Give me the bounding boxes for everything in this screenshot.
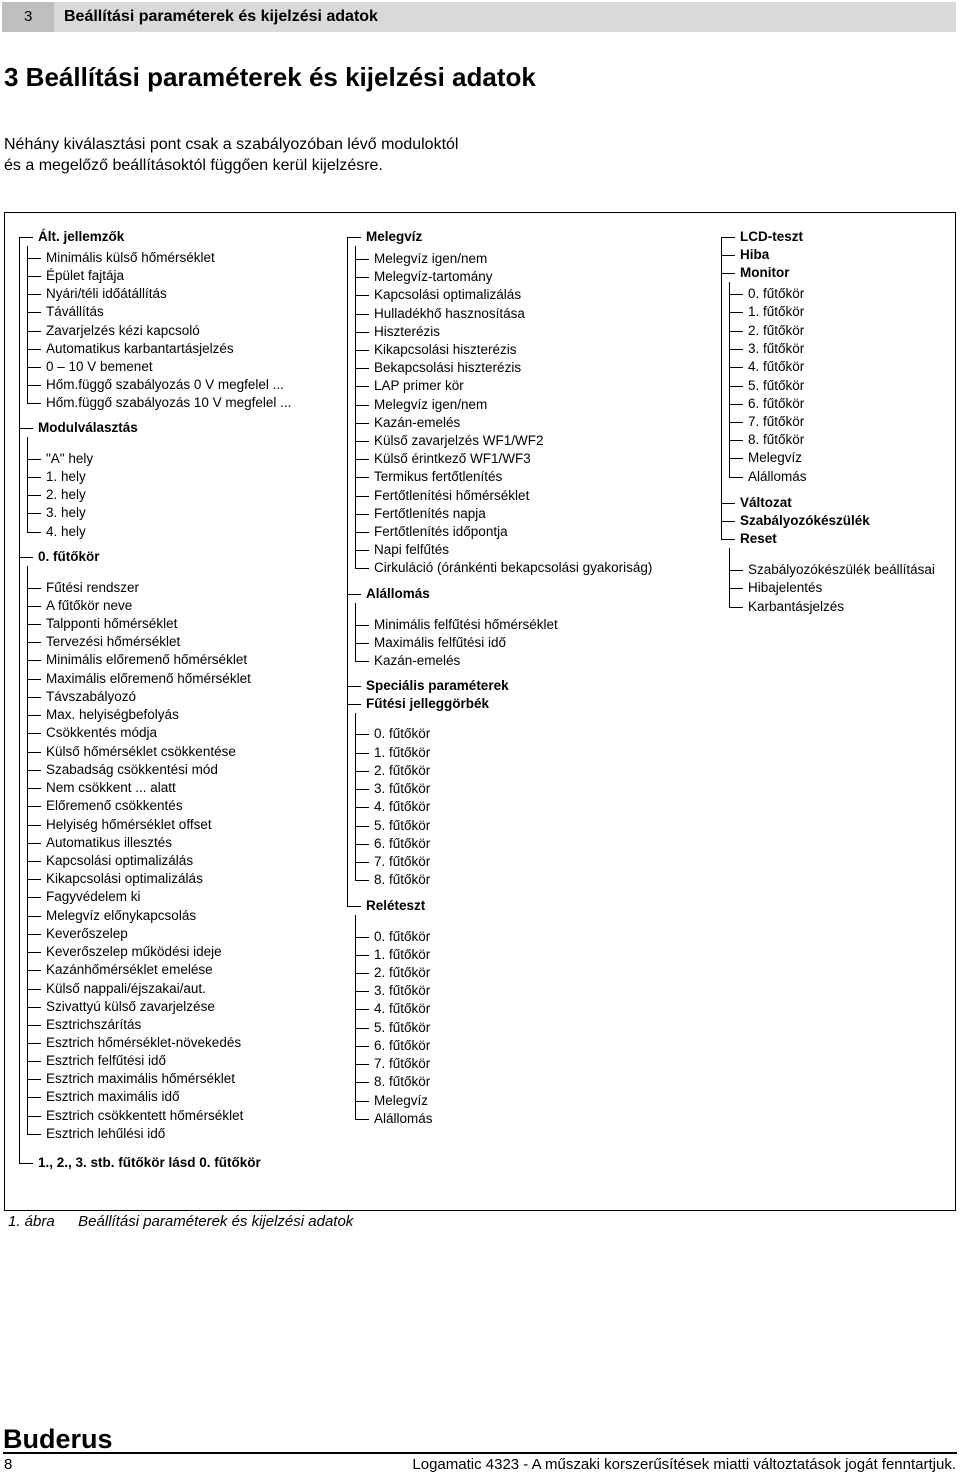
tree-connector: [27, 532, 41, 533]
tree-connector: [27, 752, 41, 753]
menu-item-label: Melegvíz-tartomány: [374, 269, 493, 284]
menu-item-label: Termikus fertőtlenítés: [374, 469, 502, 484]
menu-item-label: Esztrich lehűlési idő: [46, 1126, 165, 1141]
tree-trunk-line: [19, 237, 20, 1163]
tree-branch-line: [355, 713, 356, 880]
tree-connector: [27, 294, 41, 295]
tree-connector: [27, 733, 41, 734]
tree-connector: [27, 1134, 41, 1135]
tree-branch-line: [355, 915, 356, 1119]
tree-connector: [355, 423, 369, 424]
tree-connector: [355, 880, 369, 881]
menu-item-label: Hibajelentés: [748, 580, 822, 595]
tree-connector: [27, 934, 41, 935]
figure-caption-text: Beállítási paraméterek és kijelzési adatok: [78, 1213, 354, 1230]
tree-trunk-line: [721, 237, 722, 539]
menu-item-label: Kikapcsolási optimalizálás: [46, 871, 203, 886]
menu-item-label: 5. fűtőkör: [374, 1020, 430, 1035]
menu-item-label: Kikapcsolási hiszterézis: [374, 342, 517, 357]
menu-item-label: Melegvíz előnykapcsolás: [46, 908, 196, 923]
tree-connector: [355, 862, 369, 863]
tree-connector: [347, 237, 361, 238]
tree-connector: [355, 1082, 369, 1083]
menu-group-label: 0. fűtőkör: [38, 549, 100, 564]
tree-connector: [721, 503, 735, 504]
menu-item-label: A fűtőkör neve: [46, 598, 132, 613]
tree-connector: [729, 570, 743, 571]
tree-connector: [355, 405, 369, 406]
menu-item-label: Fertőtlenítés időpontja: [374, 524, 508, 539]
page-number: 8: [4, 1456, 13, 1473]
tree-connector: [355, 807, 369, 808]
tree-connector: [355, 661, 369, 662]
menu-group-label: LCD-teszt: [740, 229, 803, 244]
tree-connector: [27, 624, 41, 625]
tree-connector: [355, 514, 369, 515]
tree-connector: [355, 789, 369, 790]
tree-connector: [355, 277, 369, 278]
menu-item-label: 6. fűtőkör: [748, 396, 804, 411]
figure-caption: [8, 1213, 353, 1230]
menu-item-label: Szivattyú külső zavarjelzése: [46, 999, 215, 1014]
tree-connector: [27, 588, 41, 589]
menu-item-label: Keverőszelep: [46, 926, 128, 941]
menu-item-label: Alállomás: [374, 1111, 433, 1126]
tree-connector: [27, 825, 41, 826]
tree-connector: [355, 568, 369, 569]
menu-group-label: Ált. jellemzők: [38, 229, 124, 244]
tree-connector: [27, 660, 41, 661]
menu-item-label: Bekapcsolási hiszterézis: [374, 360, 521, 375]
tree-connector: [27, 385, 41, 386]
menu-item-label: Hiszterézis: [374, 324, 440, 339]
tree-connector: [729, 607, 743, 608]
tree-connector: [27, 679, 41, 680]
menu-item-label: Esztrichszárítás: [46, 1017, 141, 1032]
tree-connector: [355, 1028, 369, 1029]
menu-group-label: Melegvíz: [366, 229, 422, 244]
menu-item-label: 0. fűtőkör: [374, 726, 430, 741]
tree-connector: [347, 704, 361, 705]
tree-connector: [355, 1101, 369, 1102]
menu-item-label: Melegvíz igen/nem: [374, 251, 487, 266]
tree-connector: [27, 403, 41, 404]
tree-connector: [355, 314, 369, 315]
tree-connector: [27, 1061, 41, 1062]
tree-connector: [355, 826, 369, 827]
tree-connector: [355, 1064, 369, 1065]
menu-item-label: 2. fűtőkör: [748, 323, 804, 338]
menu-item-label: 2. hely: [46, 487, 86, 502]
tree-connector: [355, 350, 369, 351]
menu-item-label: 3. fűtőkör: [748, 341, 804, 356]
menu-item-label: 3. fűtőkör: [374, 983, 430, 998]
tree-connector: [27, 312, 41, 313]
tree-connector: [27, 1043, 41, 1044]
tree-connector: [27, 642, 41, 643]
menu-item-label: Hőm.függő szabályozás 10 V megfelel ...: [46, 395, 291, 410]
tree-connector: [721, 273, 735, 274]
menu-group-label: Változat: [740, 495, 792, 510]
tree-connector: [27, 459, 41, 460]
menu-item-label: Kapcsolási optimalizálás: [374, 287, 521, 302]
menu-item-label: 8. fűtőkör: [748, 432, 804, 447]
menu-item-label: 5. fűtőkör: [374, 818, 430, 833]
menu-item-label: 1. fűtőkör: [748, 304, 804, 319]
tree-connector: [729, 312, 743, 313]
tree-connector: [27, 367, 41, 368]
menu-item-label: Fertőtlenítési hőmérséklet: [374, 488, 529, 503]
menu-item-label: Külső érintkező WF1/WF3: [374, 451, 531, 466]
tree-connector: [27, 989, 41, 990]
tree-connector: [19, 237, 33, 238]
menu-item-label: Külső hőmérséklet csökkentése: [46, 744, 236, 759]
tree-connector: [729, 294, 743, 295]
menu-group-label: 1., 2., 3. stb. fűtőkör lásd 0. fűtőkör: [38, 1155, 261, 1170]
menu-item-label: Minimális felfűtési hőmérséklet: [374, 617, 558, 632]
tree-connector: [27, 715, 41, 716]
menu-item-label: Külső zavarjelzés WF1/WF2: [374, 433, 544, 448]
menu-group-label: Szabályozókészülék: [740, 513, 870, 528]
menu-item-label: Zavarjelzés kézi kapcsoló: [46, 323, 200, 338]
footer-rule: [3, 1452, 957, 1454]
menu-item-label: 8. fűtőkör: [374, 872, 430, 887]
menu-item-label: 7. fűtőkör: [748, 414, 804, 429]
tree-connector: [729, 422, 743, 423]
menu-group-label: Hiba: [740, 247, 769, 262]
tree-connector: [355, 477, 369, 478]
tree-connector: [355, 844, 369, 845]
menu-group-label: Fűtési jelleggörbék: [366, 696, 489, 711]
tree-connector: [721, 255, 735, 256]
tree-branch-line: [27, 566, 28, 1134]
buderus-logo: [3, 1422, 133, 1456]
tree-connector: [19, 557, 33, 558]
tree-connector: [19, 428, 33, 429]
tree-connector: [355, 550, 369, 551]
menu-item-label: 7. fűtőkör: [374, 854, 430, 869]
tree-connector: [347, 686, 361, 687]
tree-connector: [355, 955, 369, 956]
chapter-header-bar: [2, 2, 956, 32]
chapter-number: 3: [2, 2, 54, 32]
tree-connector: [27, 897, 41, 898]
menu-item-label: Melegvíz igen/nem: [374, 397, 487, 412]
tree-connector: [721, 237, 735, 238]
chapter-header-title: Beállítási paraméterek és kijelzési adatok: [64, 8, 378, 25]
tree-connector: [27, 1025, 41, 1026]
tree-trunk-line: [347, 237, 348, 906]
menu-item-label: Kazánhőmérséklet emelése: [46, 962, 213, 977]
menu-group-label: Reléteszt: [366, 898, 425, 913]
menu-item-label: Esztrich felfűtési idő: [46, 1053, 166, 1068]
tree-connector: [729, 386, 743, 387]
tree-connector: [19, 1163, 33, 1164]
menu-item-label: Nyári/téli időátállítás: [46, 286, 167, 301]
tree-connector: [355, 625, 369, 626]
menu-item-label: Melegvíz: [374, 1093, 428, 1108]
menu-item-label: Karbantásjelzés: [748, 599, 844, 614]
menu-item-label: Nem csökkent ... alatt: [46, 780, 176, 795]
menu-item-label: 7. fűtőkör: [374, 1056, 430, 1071]
menu-item-label: Maximális felfűtési idő: [374, 635, 506, 650]
menu-group-label: Modulválasztás: [38, 420, 138, 435]
tree-connector: [27, 1097, 41, 1098]
tree-connector: [27, 349, 41, 350]
menu-item-label: 1. fűtőkör: [374, 947, 430, 962]
menu-item-label: 4. hely: [46, 524, 86, 539]
tree-connector: [27, 495, 41, 496]
tree-connector: [27, 879, 41, 880]
tree-connector: [355, 991, 369, 992]
menu-item-label: Kazán-emelés: [374, 415, 460, 430]
tree-branch-line: [355, 603, 356, 661]
menu-item-label: Épület fajtája: [46, 268, 124, 283]
tree-connector: [27, 770, 41, 771]
menu-item-label: 4. fűtőkör: [374, 799, 430, 814]
menu-item-label: Távszabályozó: [46, 689, 136, 704]
menu-item-label: 4. fűtőkör: [748, 359, 804, 374]
menu-item-label: Előremenő csökkentés: [46, 798, 183, 813]
menu-item-label: Cirkuláció (óránkénti bekapcsolási gyakoriság): [374, 560, 652, 575]
tree-connector: [27, 843, 41, 844]
menu-item-label: 5. fűtőkör: [748, 378, 804, 393]
tree-connector: [27, 1116, 41, 1117]
tree-connector: [729, 477, 743, 478]
intro-paragraph: Néhány kiválasztási pont csak a szabályozóban lévő moduloktól és a megelőző beállításoktól függően kerül kijelzésre.: [4, 136, 459, 174]
menu-item-label: Kazán-emelés: [374, 653, 460, 668]
tree-connector: [721, 521, 735, 522]
tree-connector: [721, 539, 735, 540]
tree-branch-line: [729, 548, 730, 607]
menu-group-label: Monitor: [740, 265, 790, 280]
menu-item-label: Kapcsolási optimalizálás: [46, 853, 193, 868]
tree-connector: [729, 349, 743, 350]
menu-item-label: Automatikus illesztés: [46, 835, 172, 850]
tree-branch-line: [27, 437, 28, 532]
tree-connector: [27, 331, 41, 332]
tree-connector: [27, 970, 41, 971]
tree-connector: [729, 404, 743, 405]
tree-connector: [27, 916, 41, 917]
page-title: 3 Beállítási paraméterek és kijelzési adatok: [4, 62, 536, 92]
tree-connector: [347, 594, 361, 595]
menu-item-label: Esztrich csökkentett hőmérséklet: [46, 1108, 243, 1123]
figure-id: 1. ábra: [8, 1213, 55, 1230]
menu-item-label: Tervezési hőmérséklet: [46, 634, 180, 649]
tree-connector: [355, 386, 369, 387]
tree-connector: [355, 643, 369, 644]
menu-item-label: Távállítás: [46, 304, 104, 319]
menu-item-label: Külső nappali/éjszakai/aut.: [46, 981, 206, 996]
menu-item-label: Talpponti hőmérséklet: [46, 616, 177, 631]
menu-item-label: 1. fűtőkör: [374, 745, 430, 760]
menu-item-label: Esztrich hőmérséklet-növekedés: [46, 1035, 241, 1050]
tree-connector: [355, 937, 369, 938]
menu-item-label: Szabályozókészülék beállításai: [748, 562, 935, 577]
tree-connector: [27, 861, 41, 862]
tree-connector: [355, 734, 369, 735]
tree-connector: [355, 441, 369, 442]
tree-connector: [27, 952, 41, 953]
menu-item-label: 2. fűtőkör: [374, 965, 430, 980]
tree-connector: [729, 440, 743, 441]
menu-group-label: Alállomás: [366, 586, 430, 601]
tree-connector: [355, 295, 369, 296]
tree-connector: [355, 259, 369, 260]
tree-connector: [355, 1009, 369, 1010]
tree-branch-line: [27, 246, 28, 403]
menu-item-label: Szabadság csökkentési mód: [46, 762, 218, 777]
menu-group-label: Speciális paraméterek: [366, 678, 509, 693]
menu-item-label: Fűtési rendszer: [46, 580, 139, 595]
menu-item-label: Esztrich maximális hőmérséklet: [46, 1071, 235, 1086]
tree-connector: [27, 806, 41, 807]
tree-connector: [729, 588, 743, 589]
menu-item-label: 0. fűtőkör: [374, 929, 430, 944]
tree-connector: [355, 532, 369, 533]
menu-item-label: Maximális előremenő hőmérséklet: [46, 671, 251, 686]
tree-connector: [355, 459, 369, 460]
menu-item-label: "A" hely: [46, 451, 93, 466]
menu-item-label: Max. helyiségbefolyás: [46, 707, 179, 722]
menu-item-label: 4. fűtőkör: [374, 1001, 430, 1016]
menu-item-label: Keverőszelep működési ideje: [46, 944, 222, 959]
tree-connector: [27, 513, 41, 514]
menu-item-label: 3. fűtőkör: [374, 781, 430, 796]
tree-connector: [729, 458, 743, 459]
menu-item-label: 6. fűtőkör: [374, 836, 430, 851]
menu-item-label: 6. fűtőkör: [374, 1038, 430, 1053]
tree-connector: [27, 1079, 41, 1080]
buderus-logo-text: Buderus: [3, 1424, 113, 1454]
menu-item-label: 8. fűtőkör: [374, 1074, 430, 1089]
tree-connector: [355, 332, 369, 333]
menu-item-label: Minimális külső hőmérséklet: [46, 250, 215, 265]
tree-connector: [355, 753, 369, 754]
menu-tree-figure: [4, 212, 956, 1211]
menu-item-label: Fagyvédelem ki: [46, 889, 141, 904]
menu-item-label: Minimális előremenő hőmérséklet: [46, 652, 247, 667]
tree-connector: [27, 276, 41, 277]
menu-item-label: 0 – 10 V bemenet: [46, 359, 153, 374]
tree-connector: [355, 771, 369, 772]
menu-item-label: 2. fűtőkör: [374, 763, 430, 778]
tree-connector: [729, 331, 743, 332]
tree-connector: [27, 477, 41, 478]
menu-item-label: Hőm.függő szabályozás 0 V megfelel ...: [46, 377, 284, 392]
menu-item-label: Melegvíz: [748, 450, 802, 465]
menu-item-label: Alállomás: [748, 469, 807, 484]
tree-connector: [729, 367, 743, 368]
tree-connector: [27, 697, 41, 698]
tree-connector: [355, 496, 369, 497]
tree-connector: [27, 788, 41, 789]
tree-connector: [27, 1007, 41, 1008]
tree-connector: [347, 906, 361, 907]
menu-item-label: Helyiség hőmérséklet offset: [46, 817, 212, 832]
menu-item-label: 3. hely: [46, 505, 86, 520]
footer-disclaimer: Logamatic 4323 - A műszaki korszerűsítések miatti változtatások jogát fenntartjuk.: [412, 1456, 956, 1473]
menu-item-label: Napi felfűtés: [374, 542, 449, 557]
menu-item-label: Csökkentés módja: [46, 725, 157, 740]
menu-group-label: Reset: [740, 531, 777, 546]
menu-item-label: 0. fűtőkör: [748, 286, 804, 301]
menu-item-label: LAP primer kör: [374, 378, 464, 393]
menu-item-label: Automatikus karbantartásjelzés: [46, 341, 234, 356]
tree-connector: [355, 973, 369, 974]
tree-connector: [355, 1119, 369, 1120]
menu-item-label: 1. hely: [46, 469, 86, 484]
menu-item-label: Esztrich maximális idő: [46, 1089, 180, 1104]
menu-item-label: Fertőtlenítés napja: [374, 506, 486, 521]
menu-item-label: Hulladékhő hasznosítása: [374, 306, 525, 321]
tree-connector: [355, 1046, 369, 1047]
tree-connector: [355, 368, 369, 369]
tree-connector: [27, 606, 41, 607]
tree-connector: [27, 258, 41, 259]
